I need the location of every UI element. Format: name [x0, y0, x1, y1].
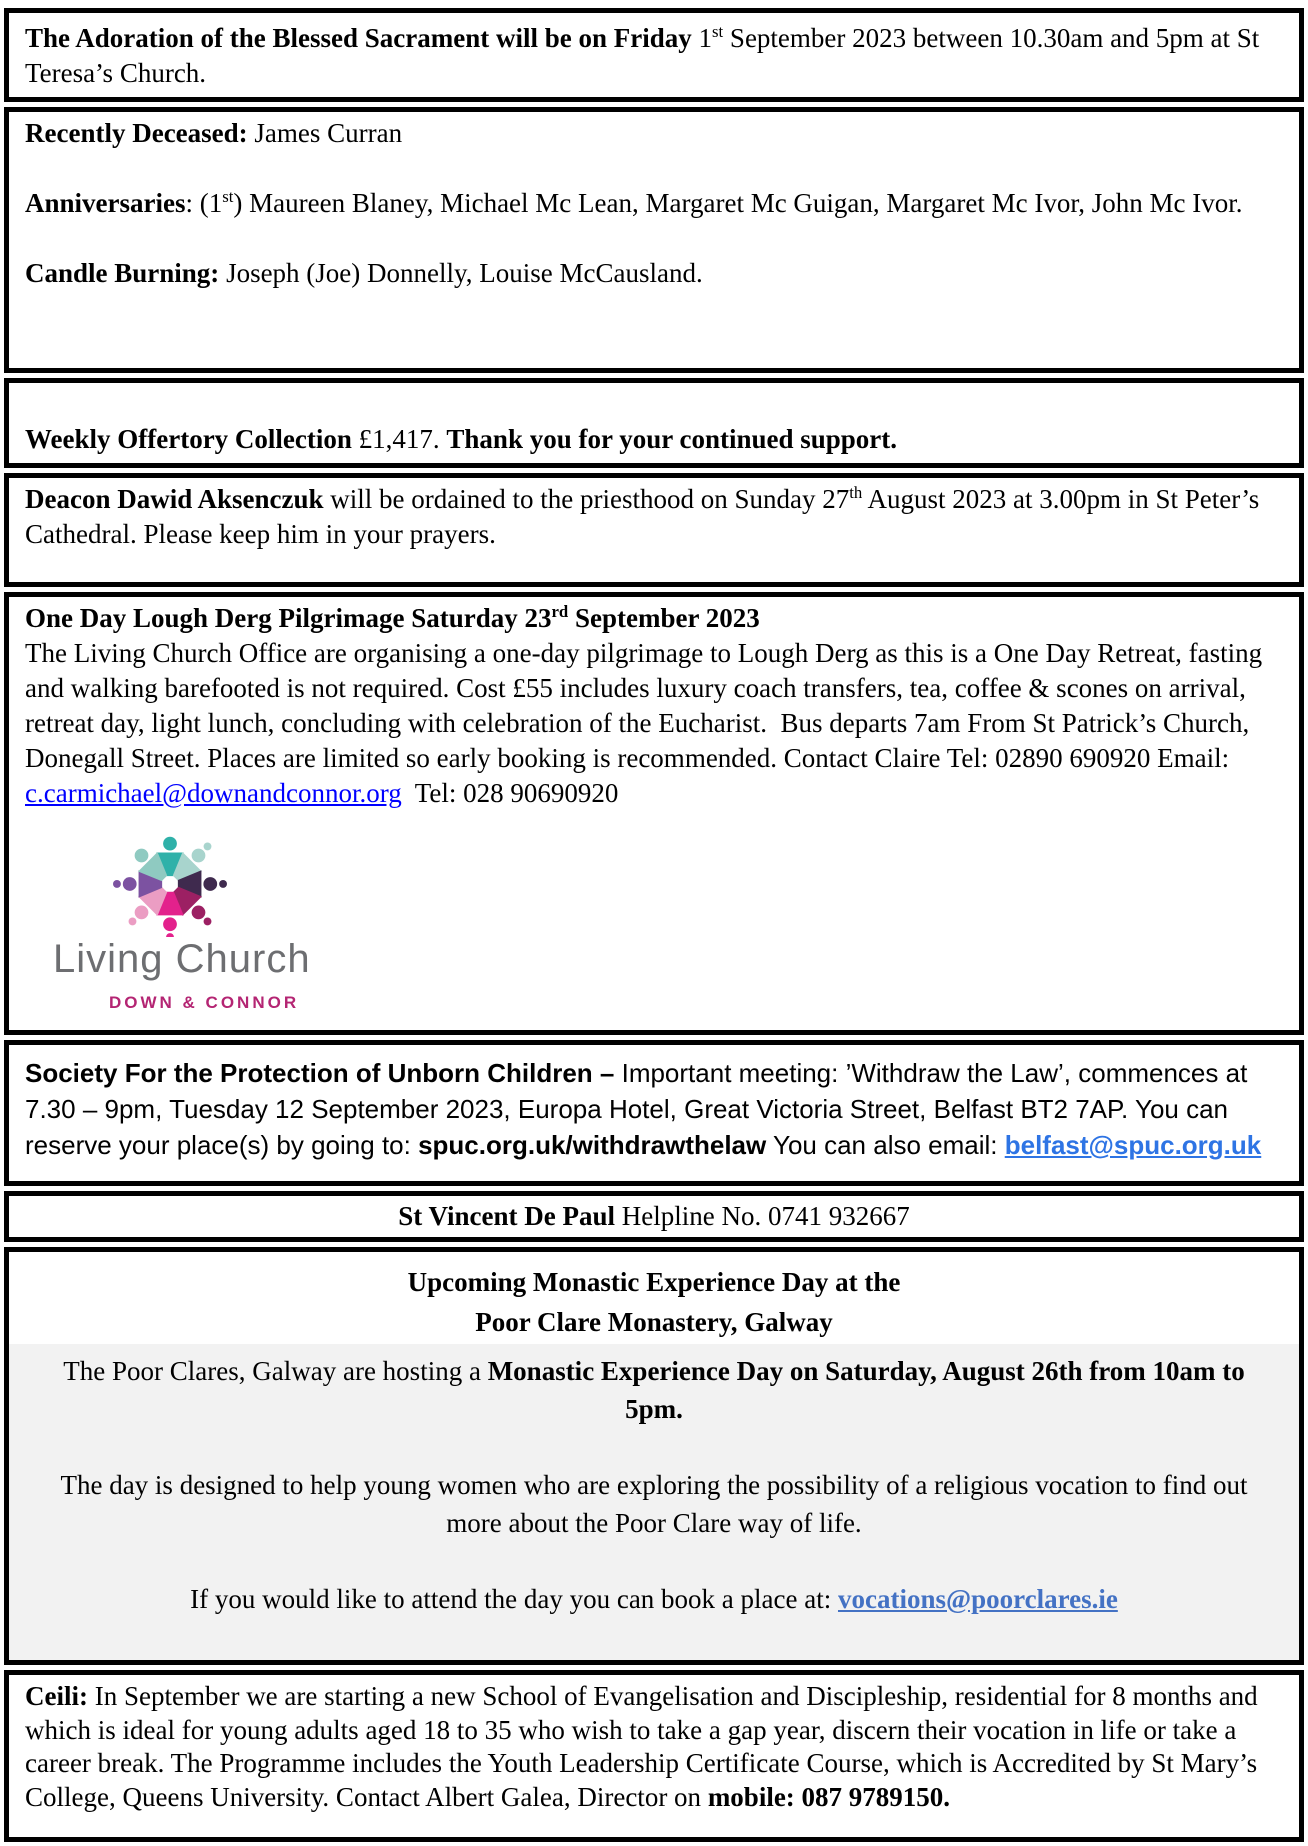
pilgrimage-title	[25, 601, 1283, 636]
text-run: September 2023 between 10.30am and 5pm at St Teresa’s Church.	[25, 23, 1266, 88]
adoration-notice	[4, 8, 1304, 102]
text-run: rd	[551, 602, 569, 621]
text-run: Thank you for your continued support.	[446, 424, 898, 454]
pilgrimage-text	[25, 636, 1283, 811]
text-run: £1,417.	[351, 424, 447, 454]
living-church-logo-title: Living Church	[53, 937, 311, 981]
candle-burning	[25, 256, 1283, 291]
ordination-text	[25, 482, 1283, 552]
monastic-description	[49, 1466, 1259, 1542]
offertory-text	[25, 422, 1283, 457]
text-run: st	[712, 22, 724, 41]
ceili-text	[25, 1680, 1283, 1814]
text-run: Candle Burning:	[25, 258, 220, 288]
text-run: spuc.org.uk/withdrawthelaw	[418, 1130, 767, 1160]
email-link-carmichael[interactable]: c.carmichael@downandconnor.org	[25, 778, 402, 808]
text-run: Recently Deceased:	[25, 118, 248, 148]
email-link-poorclares[interactable]: vocations@poorclares.ie	[837, 1584, 1118, 1614]
adoration-text	[25, 21, 1283, 91]
text-run: th	[849, 483, 863, 502]
text-run: One Day Lough Derg Pilgrimage Saturday 23	[25, 603, 552, 633]
monastic-title-line1	[25, 1262, 1283, 1302]
text-run: Tel: 028 90690920	[401, 778, 619, 808]
spuc-notice	[4, 1040, 1304, 1186]
text-run: The Poor Clares, Galway are hosting a	[63, 1356, 488, 1386]
spuc-text	[25, 1055, 1283, 1163]
text-run: mobile: 087 9789150.	[707, 1781, 951, 1812]
monastic-intro	[49, 1352, 1259, 1428]
recently-deceased	[25, 116, 1283, 151]
living-church-logo-subtitle: DOWN & CONNOR	[109, 993, 300, 1012]
text-run: James Curran	[247, 118, 403, 148]
monastic-body	[9, 1344, 1299, 1660]
text-run: Deacon Dawid Aksenczuk	[25, 484, 324, 514]
offertory-notice	[4, 378, 1304, 468]
monastic-heading	[9, 1252, 1299, 1344]
ceili-notice	[4, 1670, 1304, 1842]
blank-line	[49, 1428, 1259, 1466]
monastic-booking	[49, 1580, 1259, 1618]
text-run: The Living Church Office are organising a one-day pilgrimage to Lough Derg as this is a One Day Retreat, fasting and walking barefooted is not required. Cost £55 includes luxury coach transfers, tea, coffee & scones on arrival, retreat day, light lunch, concluding with celebration of the Eucharist. Bus departs 7am From St Patrick’s Church, Donegall Street. Places are limited so early booking is recommended. Contact Claire Tel: 02890 690920 Email:	[25, 638, 1269, 773]
text-run: : (1	[185, 188, 223, 218]
text-run: St Vincent De Paul	[398, 1201, 616, 1231]
text-run: Anniversaries	[25, 188, 186, 218]
text-run: Important meeting: ’Withdraw the Law’, commences at 7.30 – 9pm, Tuesday 12 September 2023, Europa Hotel, Great Victoria Street, Belfast BT2 7AP. You can reserve your place(s) by going to:	[25, 1058, 1255, 1160]
anniversaries	[25, 186, 1283, 221]
monastic-notice	[4, 1247, 1304, 1665]
text-run: ) Maureen Blaney, Michael Mc Lean, Margaret Mc Guigan, Margaret Mc Ivor, John Mc Ivor.	[233, 188, 1243, 218]
text-run: Society For the Protection of Unborn Children –	[25, 1058, 622, 1088]
blank-line	[25, 221, 1283, 256]
text-run: If you would like to attend the day you can book a place at:	[190, 1584, 838, 1614]
text-run: August 2023 at 3.00pm in St Peter’s Cathedral. Please keep him in your prayers.	[25, 484, 1266, 549]
text-run: 1	[691, 23, 712, 53]
email-link-spuc[interactable]: belfast@spuc.org.uk	[1004, 1130, 1262, 1160]
text-run: Ceili:	[25, 1681, 88, 1711]
text-run: Helpline No. 0741 932667	[615, 1201, 910, 1231]
deaths-notices	[4, 107, 1304, 373]
text-run: September 2023	[568, 603, 760, 633]
monastic-title-line2	[25, 1302, 1283, 1342]
text-run: The Adoration of the Blessed Sacrament will be on Friday	[25, 23, 692, 53]
text-run: Poor Clare Monastery, Galway	[475, 1307, 833, 1337]
text-run: Weekly Offertory Collection	[25, 424, 352, 454]
living-church-logo	[53, 825, 313, 1020]
text-run: You can also email:	[766, 1130, 1005, 1160]
blank-line	[49, 1542, 1259, 1580]
text-run: Upcoming Monastic Experience Day at the	[407, 1267, 901, 1297]
blank-line	[25, 151, 1283, 186]
text-run: The day is designed to help young women who are exploring the possibility of a religious vocation to find out more about the Poor Clare way of life.	[60, 1470, 1255, 1538]
text-run: Monastic Experience Day on Saturday, August 26th from 10am to 5pm.	[487, 1356, 1252, 1424]
text-run: Joseph (Joe) Donnelly, Louise McCausland.	[219, 258, 703, 288]
text-run: In September we are starting a new School of Evangelisation and Discipleship, residential for 8 months and which is ideal for young adults aged 18 to 35 who wish to take a gap year, discern their vocation in life or take a career break. The Programme includes the Youth Leadership Certificate Course, which is Accredited by St Mary’s College, Queens University. Contact Albert Galea, Director on	[25, 1681, 1265, 1812]
text-run: will be ordained to the priesthood on Sunday 27	[323, 484, 850, 514]
text-run: st	[222, 187, 234, 206]
living-church-star-icon	[111, 825, 229, 937]
blank-line	[25, 291, 1283, 326]
ordination-notice	[4, 473, 1304, 587]
pilgrimage-notice	[4, 592, 1304, 1035]
svp-helpline	[4, 1191, 1304, 1242]
svp-helpline-text	[25, 1199, 1283, 1234]
blank-line	[25, 387, 1283, 422]
